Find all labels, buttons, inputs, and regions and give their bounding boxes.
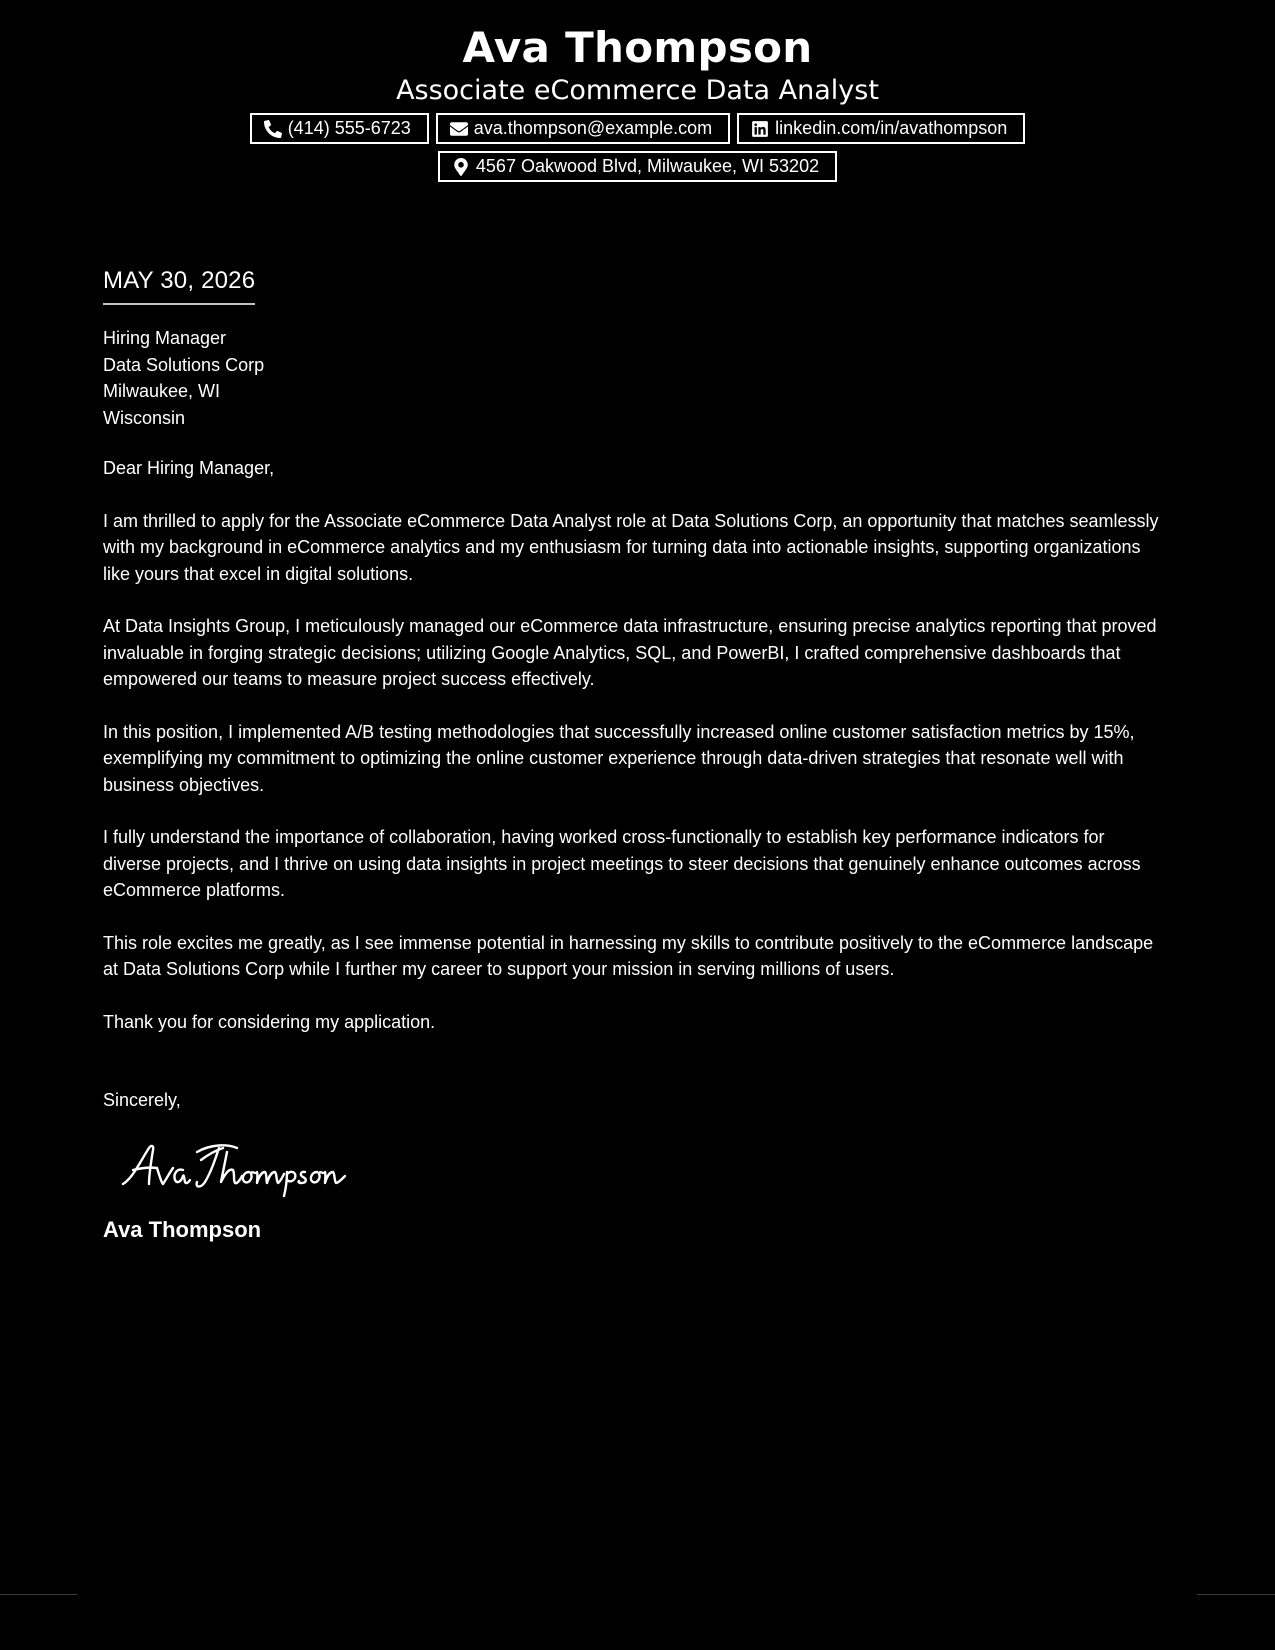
signer-name: Ava Thompson	[103, 1216, 262, 1242]
body-paragraph: I am thrilled to apply for the Associate eCommerce Data Analyst role at Data Solutions Corp, an opportunity that matches seamlessly with my background in eCommerce analytics and my enthusiasm for turning data into actionable insights, supporting organizations like yours that excel in digital solutions.	[103, 510, 1159, 584]
signature-image	[119, 1138, 359, 1198]
linkedin-icon	[751, 120, 769, 138]
applicant-name: Ava Thompson	[462, 23, 813, 72]
contact-address[interactable]	[438, 151, 837, 182]
recipient-company: Data Solutions Corp	[103, 354, 265, 375]
footer-rule-left	[0, 1594, 77, 1595]
applicant-title: Associate eCommerce Data Analyst	[396, 75, 879, 106]
footer-rule-right	[1197, 1594, 1275, 1595]
salutation: Dear Hiring Manager,	[103, 458, 275, 478]
body-paragraph: This role excites me greatly, as I see immense potential in harnessing my skills to contribute positively to the eCommerce landscape at Data Solutions Corp while I further my career to support your mission in serving millions of users.	[103, 932, 1154, 979]
envelope-icon	[450, 120, 468, 138]
body-paragraph: At Data Insights Group, I meticulously managed our eCommerce data infrastructure, ensuring precise analytics reporting that proved invaluable in forging strategic decisions; utilizing Google Analytics, SQL, and PowerBI, I crafted comprehensive dashboards that empowered our teams to measure project success effectively.	[103, 616, 1157, 689]
letter-date: MAY 30, 2026	[103, 264, 255, 305]
closing: Sincerely,	[103, 1090, 181, 1110]
recipient-block	[103, 325, 1163, 431]
body-paragraph: I fully understand the importance of collaboration, having worked cross-functionally to establish key performance indicators for diverse projects, and I thrive on using data insights in project meetings to steer decisions that genuinely enhance outcomes across eCommerce platforms.	[103, 827, 1141, 900]
recipient-state: Wisconsin	[103, 407, 186, 428]
contact-row-address	[0, 151, 1275, 182]
email-text: ava.thompson@example.com	[473, 118, 713, 138]
phone-text: (414) 555-6723	[287, 118, 411, 138]
letter-body	[103, 264, 1163, 1244]
contact-phone[interactable]	[250, 113, 429, 144]
body-paragraph: In this position, I implemented A/B testing methodologies that successfully increased online customer satisfaction metrics by 15%, exemplifying my commitment to optimizing the online customer experience through data-driven strategies that resonate well with business objectives.	[103, 721, 1135, 795]
address-text: 4567 Oakwood Blvd, Milwaukee, WI 53202	[475, 156, 820, 176]
letter-header	[0, 22, 1275, 182]
contact-linkedin[interactable]	[737, 113, 1025, 144]
linkedin-text: linkedin.com/in/avathompson	[775, 118, 1008, 138]
body-paragraph: Thank you for considering my application.	[103, 1011, 436, 1032]
map-marker-icon	[452, 158, 470, 176]
recipient-city: Milwaukee, WI	[103, 381, 221, 401]
handwritten-signature	[119, 1138, 1163, 1198]
contact-row	[0, 113, 1275, 144]
contact-email[interactable]	[436, 113, 730, 144]
phone-icon	[264, 120, 282, 138]
recipient-name: Hiring Manager	[103, 328, 227, 348]
